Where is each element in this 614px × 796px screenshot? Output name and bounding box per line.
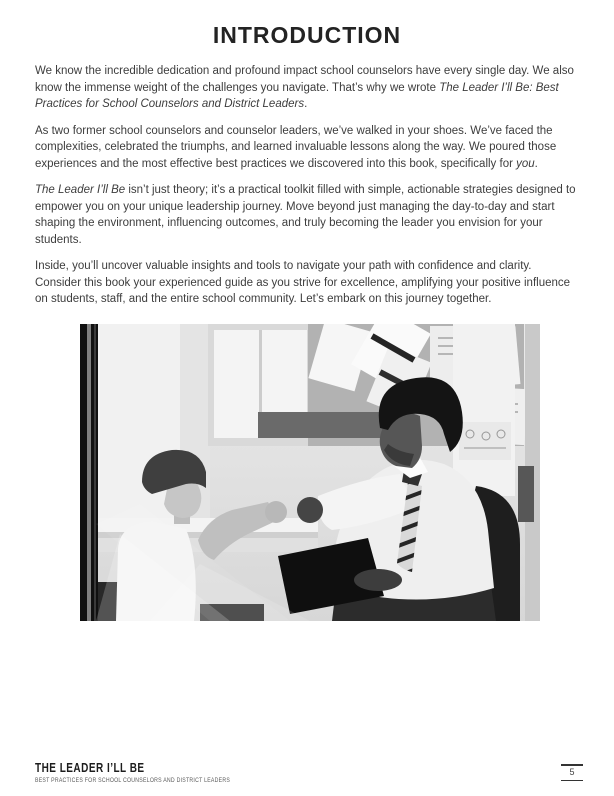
body-text	[35, 63, 579, 308]
paragraph-2: As two former school counselors and counselor leaders, we’ve walked in your shoes. We’ve faced the complexities, celebrated the triumphs, and learned invaluable lessons along the way. We poured those experiences and the most effective best practices we discovered into this book, specifically for you.	[35, 124, 557, 170]
page-number	[560, 764, 584, 781]
page-number-rule-bottom	[561, 780, 583, 782]
footer-brand-title: THE LEADER I’LL BE	[35, 760, 145, 775]
paragraph-1: We know the incredible dedication and profound impact school counselors have every single day. We also know the immense weight of the challenges you navigate. That’s why we wrote The Leader I’ll Be: Best Practices for School Counselors and District Leaders.	[35, 65, 574, 110]
footer-brand-subtitle: BEST PRACTICES FOR SCHOOL COUNSELORS AND DISTRICT LEADERS	[35, 777, 231, 784]
paragraph-3: The Leader I’ll Be isn’t just theory; it’s a practical toolkit filled with simple, actionable strategies designed to empower you on your unique leadership journey. Move beyond just managing the day-to-day and start shaping the environment, influencing outcomes, and truly becoming the leader you envision for your students.	[35, 184, 576, 246]
photo-counselor-student	[80, 324, 540, 621]
shelf	[258, 412, 390, 438]
page-number-value: 5	[569, 766, 575, 777]
page-title: INTRODUCTION	[212, 22, 402, 48]
page-footer	[35, 762, 584, 784]
fist-bump	[265, 501, 287, 523]
brand-lockup	[35, 762, 230, 784]
paragraph-4: Inside, you’ll uncover valuable insights and tools to navigate your path with confidence and clarity. Consider this book your experienced guide as you strive for excellence, amplifying your positive influence on students, staff, and the entire school community. Let’s embark on this journey together.	[35, 260, 571, 305]
window-frame-left	[80, 324, 98, 621]
